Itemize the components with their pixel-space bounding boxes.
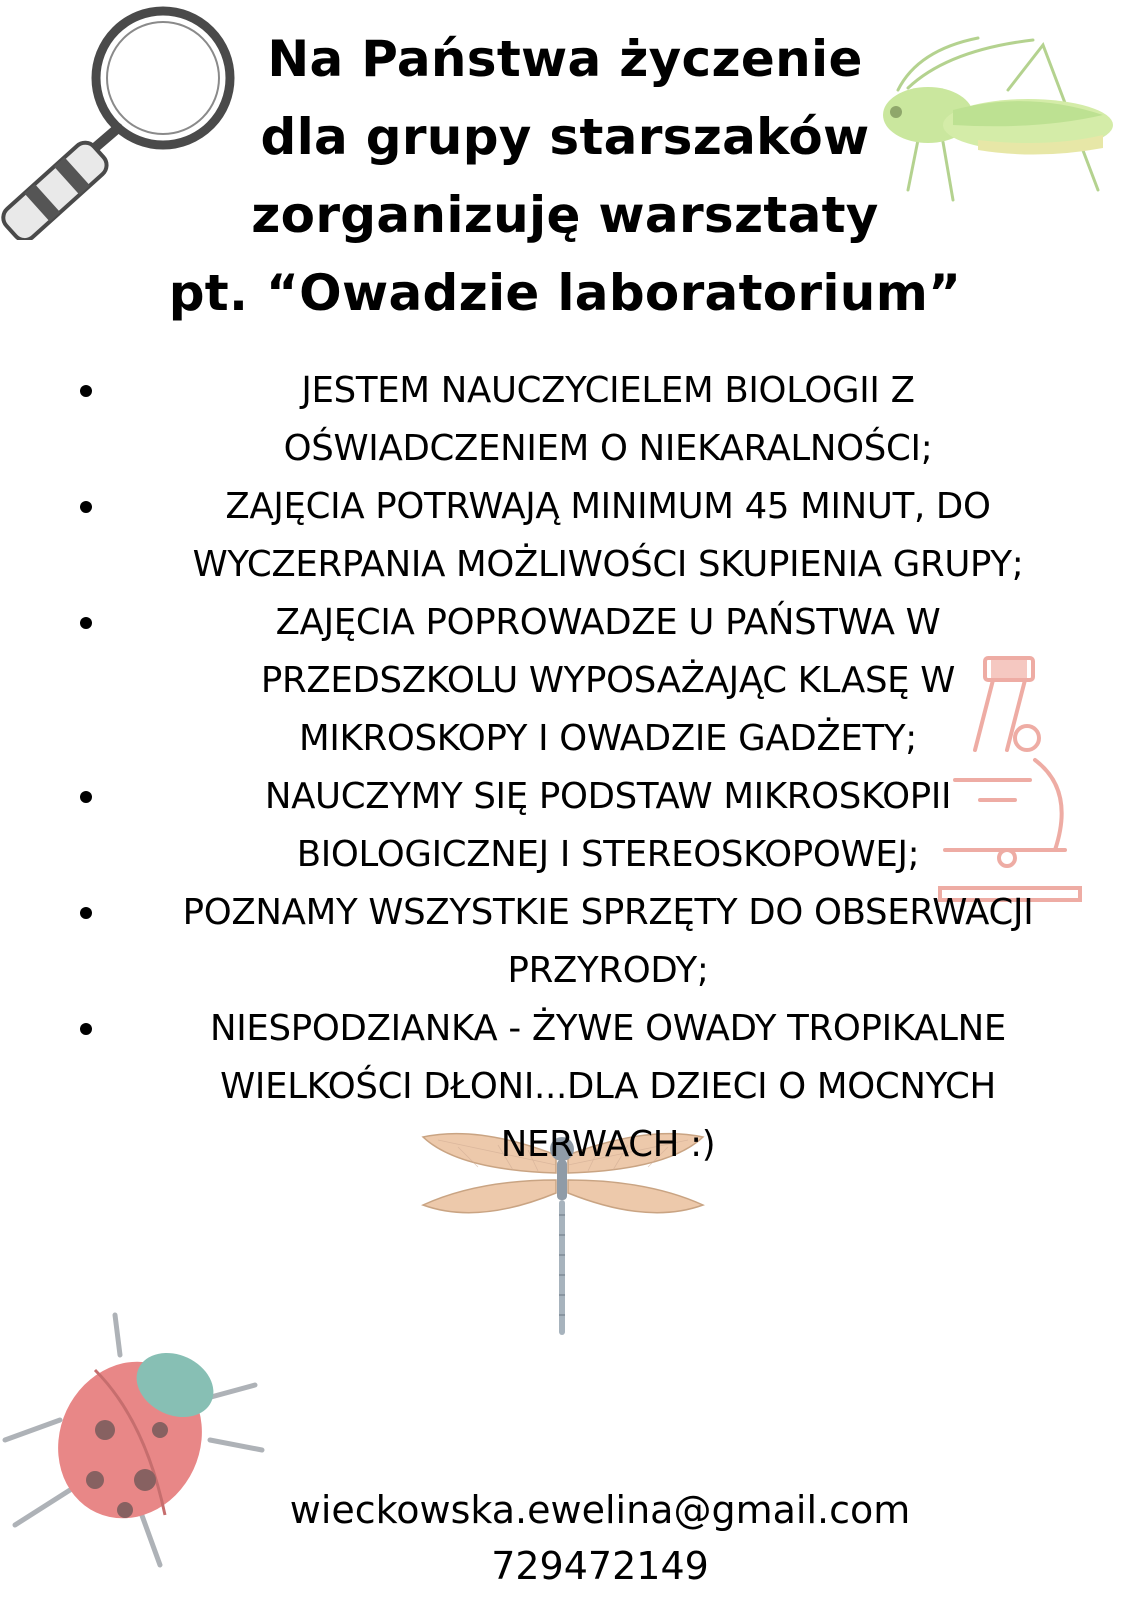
- info-list: [70, 362, 1080, 1174]
- list-item-line: OŚWIADCZENIEM O NIEKARALNOŚCI;: [283, 428, 933, 469]
- list-item-line: NAUCZYMY SIĘ PODSTAW MIKROSKOPII: [264, 776, 952, 817]
- list-item-line: WIELKOŚCI DŁONI...DLA DZIECI O MOCNYCH: [220, 1066, 996, 1107]
- title-line: pt. “Owadzie laboratorium”: [168, 264, 962, 322]
- bullet-icon: [80, 501, 92, 513]
- list-item-line: PRZYRODY;: [507, 950, 709, 991]
- list-item-line: NIESPODZIANKA - ŻYWE OWADY TROPIKALNE: [210, 1008, 1006, 1049]
- bullet-icon: [80, 1023, 92, 1035]
- title-line: Na Państwa życzenie: [267, 30, 863, 88]
- list-item: [70, 594, 1080, 768]
- list-item: [70, 768, 1080, 884]
- list-item-line: POZNAMY WSZYSTKIE SPRZĘTY DO OBSERWACJI: [182, 892, 1034, 933]
- list-item-line: NERWACH :): [500, 1124, 716, 1165]
- contact-block: [200, 1482, 1000, 1594]
- bullet-icon: [80, 617, 92, 629]
- list-item-line: WYCZERPANIA MOŻLIWOŚCI SKUPIENIA GRUPY;: [192, 544, 1024, 585]
- list-item-line: JESTEM NAUCZYCIELEM BIOLOGII Z: [301, 370, 915, 411]
- list-item-line: BIOLOGICZNEJ I STEREOSKOPOWEJ;: [296, 834, 920, 875]
- list-item: [70, 478, 1080, 594]
- title-line: zorganizuję warsztaty: [251, 186, 879, 244]
- bullet-icon: [80, 907, 92, 919]
- list-item-line: ZAJĘCIA POPROWADZE U PAŃSTWA W: [275, 602, 941, 643]
- list-item-line: ZAJĘCIA POTRWAJĄ MINIMUM 45 MINUT, DO: [225, 486, 991, 527]
- list-item-line: MIKROSKOPY I OWADZIE GADŻETY;: [299, 718, 917, 759]
- page-title: [120, 20, 1010, 332]
- list-item: [70, 1000, 1080, 1174]
- list-item: [70, 362, 1080, 478]
- title-line: dla grupy starszaków: [260, 108, 870, 166]
- list-item: [70, 884, 1080, 1000]
- contact-email[interactable]: wieckowska.ewelina@gmail.com: [289, 1488, 911, 1532]
- bullet-icon: [80, 385, 92, 397]
- contact-phone[interactable]: 729472149: [491, 1544, 709, 1588]
- list-item-line: PRZEDSZKOLU WYPOSAŻAJĄC KLASĘ W: [260, 660, 956, 701]
- bullet-icon: [80, 791, 92, 803]
